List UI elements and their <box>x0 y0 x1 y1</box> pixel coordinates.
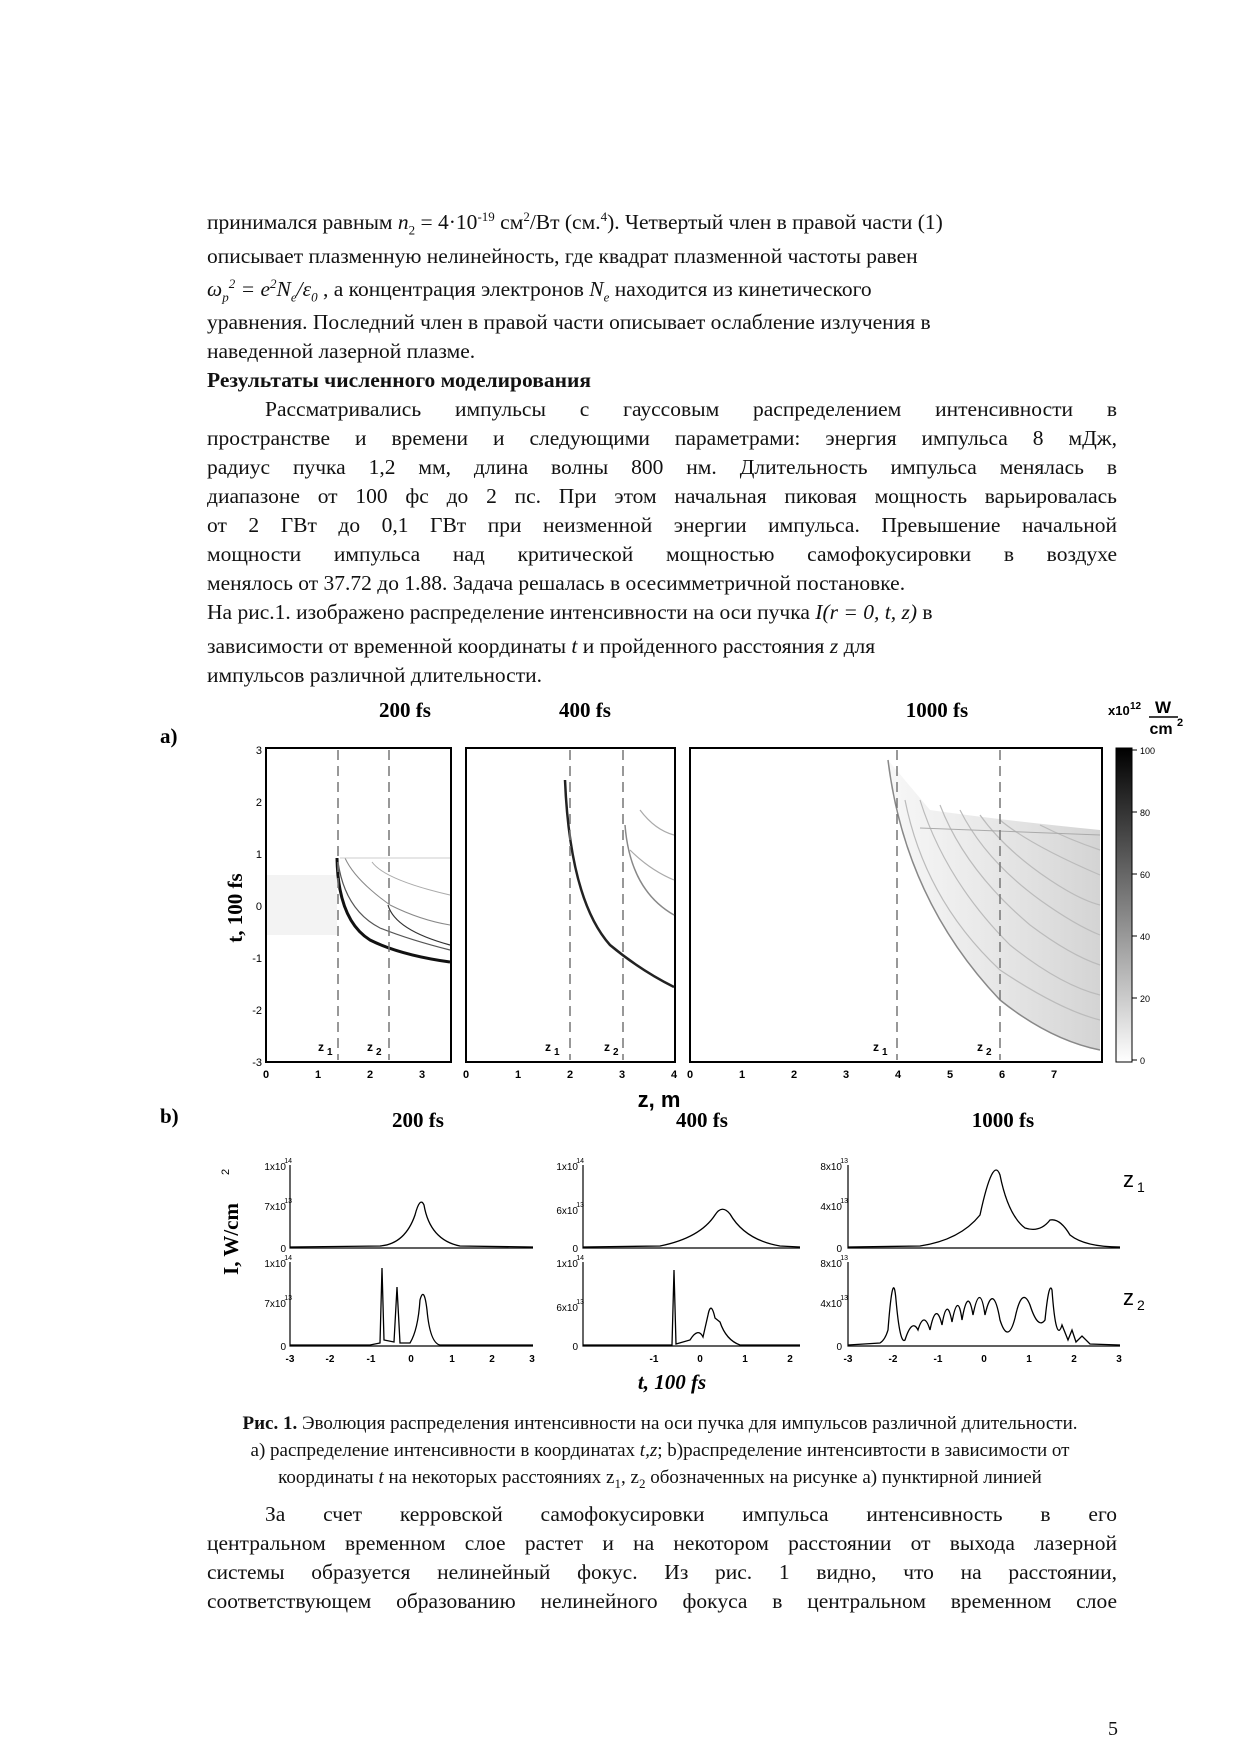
b-axes <box>290 1165 1120 1346</box>
svg-text:6: 6 <box>998 1069 1006 1081</box>
a-x-ticks <box>263 1069 1057 1081</box>
svg-text:W: W <box>1154 698 1172 717</box>
svg-text:I, W/cm: I, W/cm <box>219 1203 243 1275</box>
svg-text:100: 100 <box>1140 746 1156 756</box>
svg-text:1: 1 <box>314 1069 322 1081</box>
title-a-1000fs: 1000 fs <box>905 698 969 722</box>
svg-text:60: 60 <box>1140 870 1151 880</box>
b-y-axis-label <box>219 1169 243 1275</box>
svg-text:3: 3 <box>618 1069 626 1081</box>
svg-text:x10: x10 <box>1108 703 1130 718</box>
p1-line-3: $\omega_p^2 = e^2N_e/\varepsilon_0$ , а концентрация электронов $N_e$ находится из кинетического <box>207 275 872 305</box>
svg-text:1: 1 <box>882 1047 888 1058</box>
svg-text:0: 0 <box>280 1244 286 1255</box>
svg-text:5: 5 <box>946 1069 954 1081</box>
svg-text:2: 2 <box>220 1168 232 1175</box>
title-a-200fs: 200 fs <box>379 698 431 722</box>
svg-text:1: 1 <box>449 1354 455 1365</box>
p1-line-2: описывает плазменную нелинейность, где квадрат плазменной частоты равен <box>207 244 918 268</box>
svg-text:6x10: 6x10 <box>556 1303 578 1314</box>
title-b-200fs: 200 fs <box>392 1108 444 1132</box>
title-b-400fs: 400 fs <box>676 1108 728 1132</box>
svg-text:z: z <box>1123 1167 1134 1192</box>
svg-text:3: 3 <box>418 1069 426 1081</box>
svg-text:z: z <box>604 1040 610 1054</box>
svg-text:1: 1 <box>327 1047 333 1058</box>
svg-text:2: 2 <box>1071 1354 1077 1365</box>
svg-text:13: 13 <box>840 1255 848 1262</box>
page-number: 5 <box>1108 1718 1118 1740</box>
b-400fs-z1-curve <box>583 1209 800 1247</box>
svg-text:0: 0 <box>836 1244 842 1255</box>
svg-text:0: 0 <box>572 1342 578 1353</box>
p1-line-4: уравнения. Последний член в правой части описывает ослабление излучения в <box>207 310 931 334</box>
svg-text:z: z <box>873 1040 879 1054</box>
svg-text:-2: -2 <box>252 1005 262 1017</box>
figure-caption: Рис. 1. Эволюция распределения интенсивности на оси пучка для импульсов различной длительности. а) распределение интенсивности в координатах t,z; b)распределение интенсивтости в зависимости от координаты t на некоторых расстояниях $z_1$, $z_2$ обозначенных на рисунке а) пунктирной линией <box>242 1413 1078 1491</box>
svg-text:2: 2 <box>255 797 262 809</box>
b-1000fs-z1-curve <box>848 1170 1120 1247</box>
svg-text:1x10: 1x10 <box>556 1162 578 1173</box>
svg-text:0: 0 <box>686 1069 694 1081</box>
svg-text:2: 2 <box>366 1069 374 1081</box>
svg-text:0: 0 <box>836 1342 842 1353</box>
b-y-ticks <box>264 1158 848 1353</box>
svg-text:6x10: 6x10 <box>556 1206 578 1217</box>
paragraph-3: На рис.1. изображено распределение интенсивности на оси пучка I(r = 0, t, z) в зависимости от временной координаты t и пройденного расстояния z для импульсов различной длительности. <box>207 600 933 687</box>
svg-text:3: 3 <box>842 1069 850 1081</box>
colorbar-ticks <box>1132 746 1155 1066</box>
b-400fs-z2-curve <box>583 1270 800 1345</box>
svg-text:2: 2 <box>376 1047 382 1058</box>
svg-text:4: 4 <box>894 1069 902 1081</box>
svg-text:2: 2 <box>613 1047 619 1058</box>
svg-text:1: 1 <box>554 1047 560 1058</box>
b-x-ticks <box>286 1354 1123 1365</box>
svg-text:3: 3 <box>255 745 262 757</box>
svg-text:1: 1 <box>738 1069 746 1081</box>
svg-text:-1: -1 <box>366 1354 376 1365</box>
svg-text:z: z <box>545 1040 551 1054</box>
svg-text:14: 14 <box>576 1158 584 1165</box>
svg-text:1: 1 <box>1026 1354 1032 1365</box>
svg-text:0: 0 <box>697 1354 703 1365</box>
svg-text:4x10: 4x10 <box>820 1202 842 1213</box>
svg-text:7: 7 <box>1050 1069 1058 1081</box>
svg-text:-1: -1 <box>252 953 262 965</box>
paragraph-4: За счет керровской самофокусировки импульса интенсивность в его центральном временном слое растет и на некотором расстоянии от выхода лазерной системы образуется нелинейный фокус. Из рис. 1 видно, что на расстоянии, соответствующем образованию нелинейного фокуса в центральном временном слое <box>207 1502 1117 1613</box>
svg-text:-3: -3 <box>285 1354 295 1365</box>
p1-line-1: принимался равным $n_2 = 4\cdot 10^{-19}$ $см^2/Вт$ (см.$^4$). Четвертый член в правой части (1) <box>207 208 943 238</box>
omega-formula: $\omega_p^2 = e^2N_e/\varepsilon_0$ <box>207 275 318 305</box>
b-1000fs-z2-curve <box>848 1288 1120 1345</box>
svg-text:z: z <box>367 1040 373 1054</box>
svg-text:13: 13 <box>284 1295 292 1302</box>
b-row-labels <box>1123 1167 1145 1313</box>
svg-text:0: 0 <box>1140 1056 1146 1066</box>
title-a-400fs: 400 fs <box>559 698 611 722</box>
svg-text:1: 1 <box>514 1069 522 1081</box>
svg-text:7x10: 7x10 <box>264 1299 286 1310</box>
svg-text:0: 0 <box>981 1354 987 1365</box>
panel-b-label: b) <box>160 1104 179 1128</box>
svg-text:2: 2 <box>787 1354 793 1365</box>
svg-text:z: z <box>977 1040 983 1054</box>
paragraph-2: Рассматривались импульсы с гауссовым распределением интенсивности в пространстве и времени и следующими параметрами: энергия импульса 8 мДж, радиус пучка 1,2 мм, длина волны 800 нм. Длительность импульса менялась в диапазоне от 100 фс до 2 пс. При этом начальная пиковая мощность варьировалась от 2 ГВт до 0,1 ГВт при неизменной энергии импульса. Превышение начальной мощности импульса над критической мощностью самофокусировки в воздухе менялось от 37.72 до 1.88. Задача решалась в осесимметричной постановке. <box>207 397 1117 595</box>
section-title: Результаты численного моделирования <box>207 368 591 392</box>
svg-text:7x10: 7x10 <box>264 1202 286 1213</box>
svg-text:8x10: 8x10 <box>820 1162 842 1173</box>
svg-text:20: 20 <box>1140 994 1151 1004</box>
svg-text:1: 1 <box>255 849 262 861</box>
svg-text:2: 2 <box>1177 717 1184 729</box>
svg-text:1x10: 1x10 <box>264 1259 286 1270</box>
b-200fs-z1-curve <box>290 1202 533 1247</box>
b-curves <box>290 1170 1120 1345</box>
svg-text:3: 3 <box>529 1354 535 1365</box>
svg-text:13: 13 <box>840 1158 848 1165</box>
svg-text:1x10: 1x10 <box>556 1259 578 1270</box>
svg-text:0: 0 <box>408 1354 414 1365</box>
colorbar <box>1116 748 1132 1062</box>
p1-line-5: наведенной лазерной плазме. <box>207 339 476 363</box>
svg-text:1: 1 <box>1137 1179 1145 1195</box>
svg-text:2: 2 <box>790 1069 798 1081</box>
svg-text:0: 0 <box>255 901 262 913</box>
svg-text:2: 2 <box>489 1354 495 1365</box>
a-y-ticks <box>252 745 262 1069</box>
svg-text:0: 0 <box>262 1069 270 1081</box>
b-200fs-z2-curve <box>290 1268 533 1345</box>
svg-text:-3: -3 <box>843 1354 853 1365</box>
svg-text:2: 2 <box>566 1069 574 1081</box>
svg-text:13: 13 <box>284 1198 292 1205</box>
svg-text:3: 3 <box>1116 1354 1122 1365</box>
svg-text:-2: -2 <box>888 1354 898 1365</box>
svg-text:80: 80 <box>1140 808 1151 818</box>
svg-text:-3: -3 <box>252 1057 262 1069</box>
svg-text:2: 2 <box>986 1047 992 1058</box>
svg-text:4x10: 4x10 <box>820 1299 842 1310</box>
svg-text:1: 1 <box>742 1354 748 1365</box>
svg-text:2: 2 <box>1137 1297 1145 1313</box>
svg-text:z: z <box>1123 1285 1134 1310</box>
svg-text:14: 14 <box>576 1255 584 1262</box>
panel-a-label: a) <box>160 724 178 748</box>
svg-text:40: 40 <box>1140 932 1151 942</box>
b-x-axis-label: t, 100 fs <box>637 1370 707 1394</box>
svg-text:-1: -1 <box>933 1354 943 1365</box>
a-x-axis-label: z, m <box>637 1087 681 1112</box>
svg-text:-1: -1 <box>649 1354 659 1365</box>
svg-text:8x10: 8x10 <box>820 1259 842 1270</box>
a-y-axis-label: t, 100 fs <box>223 873 247 943</box>
svg-text:0: 0 <box>280 1342 286 1353</box>
svg-text:0: 0 <box>462 1069 470 1081</box>
svg-text:-2: -2 <box>325 1354 335 1365</box>
svg-text:13: 13 <box>576 1202 584 1209</box>
svg-text:12: 12 <box>1130 701 1142 712</box>
svg-text:14: 14 <box>284 1158 292 1165</box>
svg-text:1x10: 1x10 <box>264 1162 286 1173</box>
title-b-1000fs: 1000 fs <box>971 1108 1035 1132</box>
svg-text:0: 0 <box>572 1244 578 1255</box>
svg-text:cm: cm <box>1149 721 1173 738</box>
svg-text:z: z <box>318 1040 324 1054</box>
svg-text:13: 13 <box>840 1198 848 1205</box>
colorbar-unit <box>1108 698 1183 738</box>
svg-text:14: 14 <box>284 1255 292 1262</box>
svg-text:13: 13 <box>576 1299 584 1306</box>
svg-text:13: 13 <box>840 1295 848 1302</box>
svg-text:4: 4 <box>670 1069 678 1081</box>
